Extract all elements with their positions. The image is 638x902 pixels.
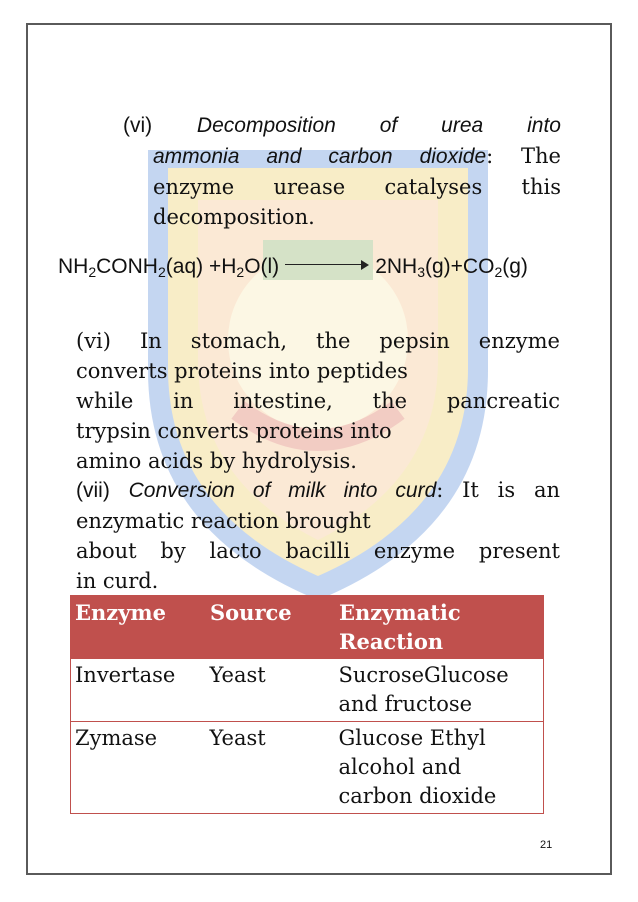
section-text: decomposition. (153, 205, 315, 229)
section-vi-urea (123, 110, 561, 232)
cell-text: Glucose Ethyl (338, 726, 486, 750)
eq-part: NH (58, 255, 89, 278)
cell-text: alcohol and (338, 755, 462, 779)
eq-part: 2NH (375, 255, 418, 278)
section-text: in curd. (76, 569, 159, 593)
table-header-cell: Source (206, 596, 335, 659)
eq-subscript: 2 (236, 264, 245, 280)
section-text: trypsin converts proteins into (76, 419, 392, 443)
eq-part: (g)+CO (425, 255, 495, 278)
table-row (71, 722, 544, 814)
table-header-row (71, 596, 544, 659)
table-header-cell (335, 596, 544, 659)
enzyme-table (70, 595, 544, 814)
eq-part: CONH (96, 255, 158, 278)
eq-part: (aq) +H (165, 255, 237, 278)
section-text: about by lacto bacilli enzyme present (76, 539, 560, 563)
section-title-part: ammonia and carbon dioxide (153, 145, 487, 168)
section-title: Conversion of milk into curd (128, 479, 437, 502)
section-vi-pepsin (76, 326, 560, 476)
section-text: amino acids by hydrolysis. (76, 449, 357, 473)
section-number: (vii) (76, 479, 110, 502)
table-cell: Invertase (71, 659, 206, 722)
reaction-arrow-icon (285, 259, 369, 271)
table-header-cell: Enzyme (71, 596, 206, 659)
section-text: converts proteins into peptides (76, 359, 408, 383)
section-title-part: Decomposition of urea into (196, 114, 561, 137)
cell-text: carbon dioxide (338, 784, 497, 808)
header-text: Enzymatic (339, 600, 461, 625)
header-text: Reaction (339, 629, 444, 654)
eq-part: O(l) (244, 255, 280, 278)
table-cell: Yeast (206, 722, 335, 814)
section-text: : It is an (436, 478, 560, 502)
table-cell: Yeast (206, 659, 335, 722)
section-text: enzymatic reaction brought (76, 509, 371, 533)
cell-text: SucroseGlucose (338, 663, 509, 687)
table-cell: Zymase (71, 722, 206, 814)
table-cell (335, 722, 544, 814)
chemical-equation (58, 255, 613, 280)
section-number: (vi) (123, 114, 153, 137)
eq-subscript: 2 (494, 264, 503, 280)
section-vii-curd (76, 475, 560, 596)
table-cell (335, 659, 544, 722)
table-row (71, 659, 544, 722)
page-number: 21 (540, 839, 553, 851)
section-text: : The (486, 144, 561, 168)
eq-subscript: 2 (88, 264, 97, 280)
eq-subscript: 3 (417, 264, 425, 280)
eq-part: (g) (502, 255, 528, 278)
section-text: enzyme urease catalyses this (153, 175, 561, 199)
section-text: (vi) In stomach, the pepsin enzyme (76, 329, 560, 353)
eq-subscript: 2 (157, 264, 166, 280)
cell-text: and fructose (338, 692, 473, 716)
section-text: while in intestine, the pancreatic (76, 389, 560, 413)
